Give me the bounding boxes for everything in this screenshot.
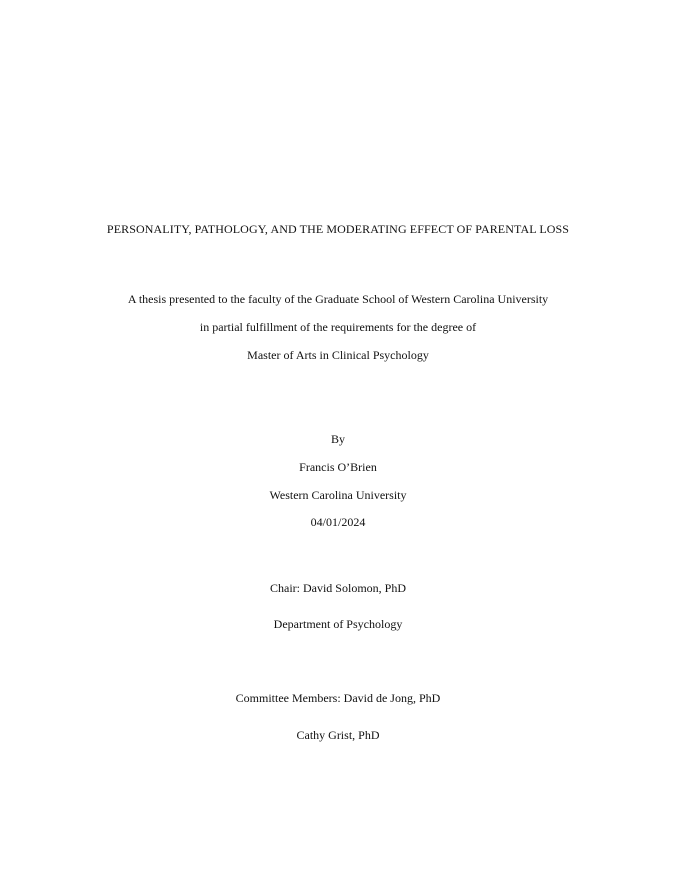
thesis-statement-line-2: in partial fulfillment of the requirements for the degree of (199, 320, 477, 334)
institution-name: Western Carolina University (269, 488, 407, 502)
committee-member-2: Cathy Grist, PhD (296, 728, 380, 742)
submission-date: 04/01/2024 (310, 515, 366, 529)
degree-name: Master of Arts in Clinical Psychology (247, 348, 429, 362)
thesis-statement-line-1: A thesis presented to the faculty of the Graduate School of Western Carolina University (127, 292, 549, 306)
by-label: By (330, 432, 345, 446)
author-name: Francis O’Brien (299, 460, 377, 474)
thesis-title: PERSONALITY, PATHOLOGY, AND THE MODERATING EFFECT OF PARENTAL LOSS (106, 222, 570, 236)
committee-chair: Chair: David Solomon, PhD (269, 581, 406, 595)
department-name: Department of Psychology (273, 617, 403, 631)
committee-members: Committee Members: David de Jong, PhD (235, 691, 441, 705)
